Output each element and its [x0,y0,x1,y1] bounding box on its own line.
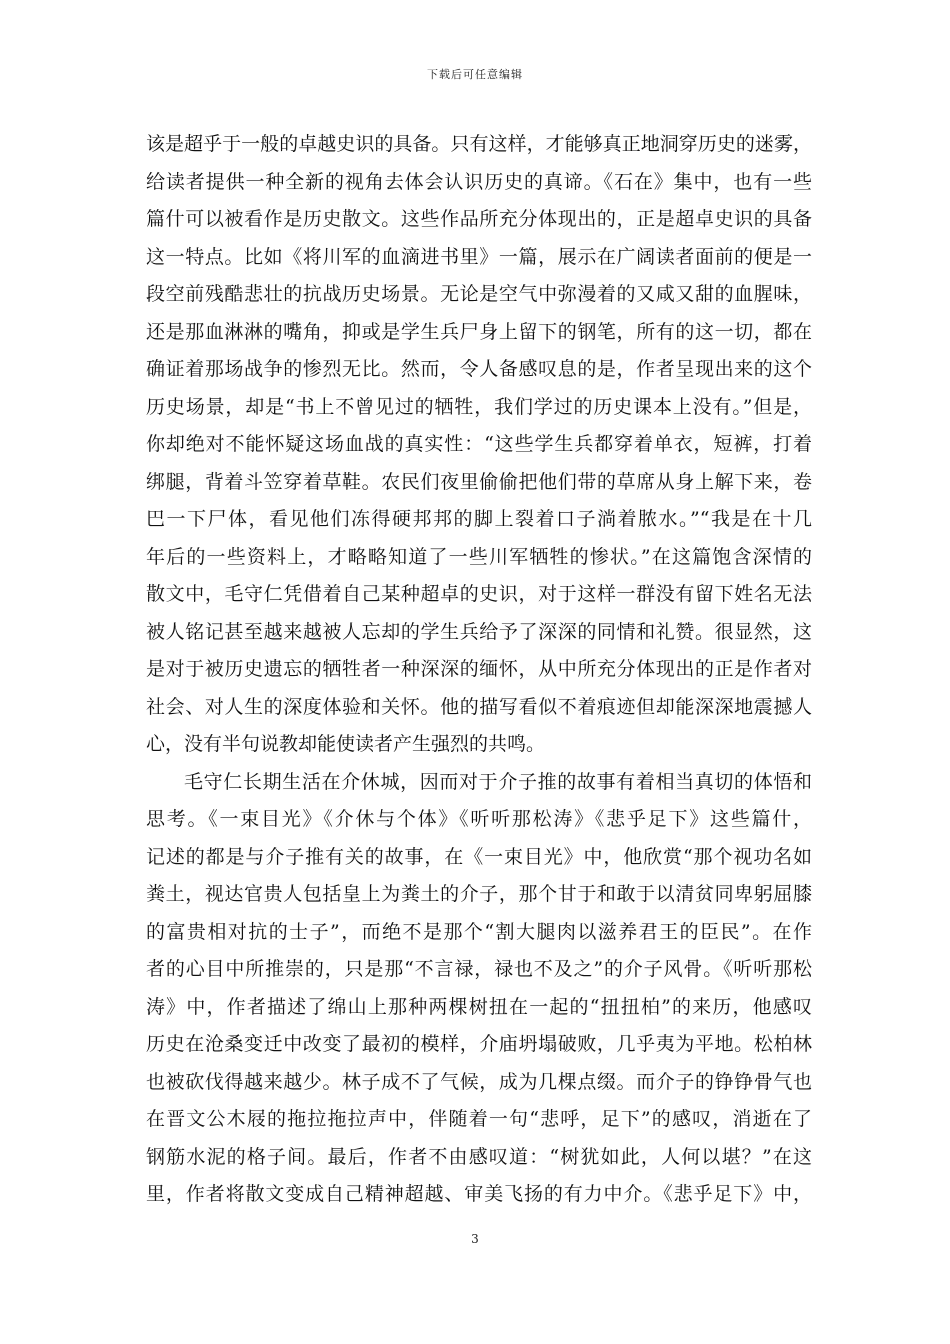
paragraph [146,764,812,1214]
text-line: 粪土，视达官贵人包括皇上为粪土的介子，那个甘于和敢于以清贫同卑躬屈膝 [146,883,812,905]
text-line: 在晋文公木屐的拖拉拖拉声中，伴随着一句“悲呼，足下”的感叹，消逝在了 [146,1108,812,1130]
text-line: 是对于被历史遗忘的牺牲者一种深深的缅怀，从中所充分体现出的正是作者对 [146,658,812,680]
paragraph [146,126,812,764]
text-line: 涛》中，作者描述了绵山上那种两棵树扭在一起的“扭扭柏”的来历，他感叹 [146,995,812,1018]
text-line: 这一特点。比如《将川军的血滴进书里》一篇，展示在广阔读者面前的便是一 [146,245,812,268]
text-line: 给读者提供一种全新的视角去体会认识历史的真谛。《石在》集中，也有一些 [146,170,812,193]
text-line: 的富贵相对抗的士子”，而绝不是那个“割大腿肉以滋养君王的臣民”。在作 [146,920,812,943]
text-line: 毛守仁长期生活在介休城，因而对于介子推的故事有着相当真切的体悟和 [184,770,812,793]
text-line: 被人铭记甚至越来越被人忘却的学生兵给予了深深的同情和礼赞。很显然，这 [146,620,812,643]
text-line: 篇什可以被看作是历史散文。这些作品所充分体现出的，正是超卓史识的具备 [146,208,812,230]
text-line: 也被砍伐得越来越少。林子成不了气候，成为几棵点缀。而介子的铮铮骨气也 [146,1070,812,1093]
text-line: 还是那血淋淋的嘴角，抑或是学生兵尸身上留下的钢笔，所有的这一切，都在 [146,320,812,343]
body-text [146,126,812,1214]
text-line: 记述的都是与介子推有关的故事，在《一束目光》中，他欣赏“那个视功名如 [146,845,812,868]
text-line: 思考。《一束目光》《介休与个体》《听听那松涛》《悲乎足下》这些篇什， [146,808,812,830]
page-header: 下载后可任意编辑 [427,68,523,81]
text-line: 里，作者将散文变成自己精神超越、审美飞扬的有力中介。《悲乎足下》中， [146,1183,812,1205]
text-line: 者的心目中所推崇的，只是那“不言禄，禄也不及之”的介子风骨。《听听那松 [146,958,812,980]
text-line: 年后的一些资料上，才略略知道了一些川军牺牲的惨状。”在这篇饱含深情的 [146,545,812,568]
text-line: 历史在沧桑变迁中改变了最初的模样，介庙坍塌破败，几乎夷为平地。松柏林 [146,1033,812,1055]
text-line: 段空前残酷悲壮的抗战历史场景。无论是空气中弥漫着的又咸又甜的血腥味， [146,283,812,305]
text-line: 心，没有半句说教却能使读者产生强烈的共鸣。 [146,733,546,755]
text-line: 历史场景，却是“书上不曾见过的牺牲，我们学过的历史课本上没有。”但是， [146,395,812,418]
text-line: 社会、对人生的深度体验和关怀。他的描写看似不着痕迹但却能深深地震撼人 [146,695,812,718]
text-line: 该是超乎于一般的卓越史识的具备。只有这样，才能够真正地洞穿历史的迷雾， [146,133,812,155]
page-number: 3 [471,1232,479,1246]
text-line: 钢筋水泥的格子间。最后，作者不由感叹道：“树犹如此，人何以堪？”在这 [146,1145,812,1168]
text-line: 你却绝对不能怀疑这场血战的真实性：“这些学生兵都穿着单衣，短裤，打着 [146,433,812,455]
text-line: 巴一下尸体，看见他们冻得硬邦邦的脚上裂着口子淌着脓水。”“我是在十几 [146,508,812,530]
text-line: 散文中，毛守仁凭借着自己某种超卓的史识，对于这样一群没有留下姓名无法 [146,583,812,605]
text-line: 确证着那场战争的惨烈无比。然而，令人备感叹息的是，作者呈现出来的这个 [146,358,812,380]
text-line: 绑腿，背着斗笠穿着草鞋。农民们夜里偷偷把他们带的草席从身上解下来，卷 [146,470,812,493]
